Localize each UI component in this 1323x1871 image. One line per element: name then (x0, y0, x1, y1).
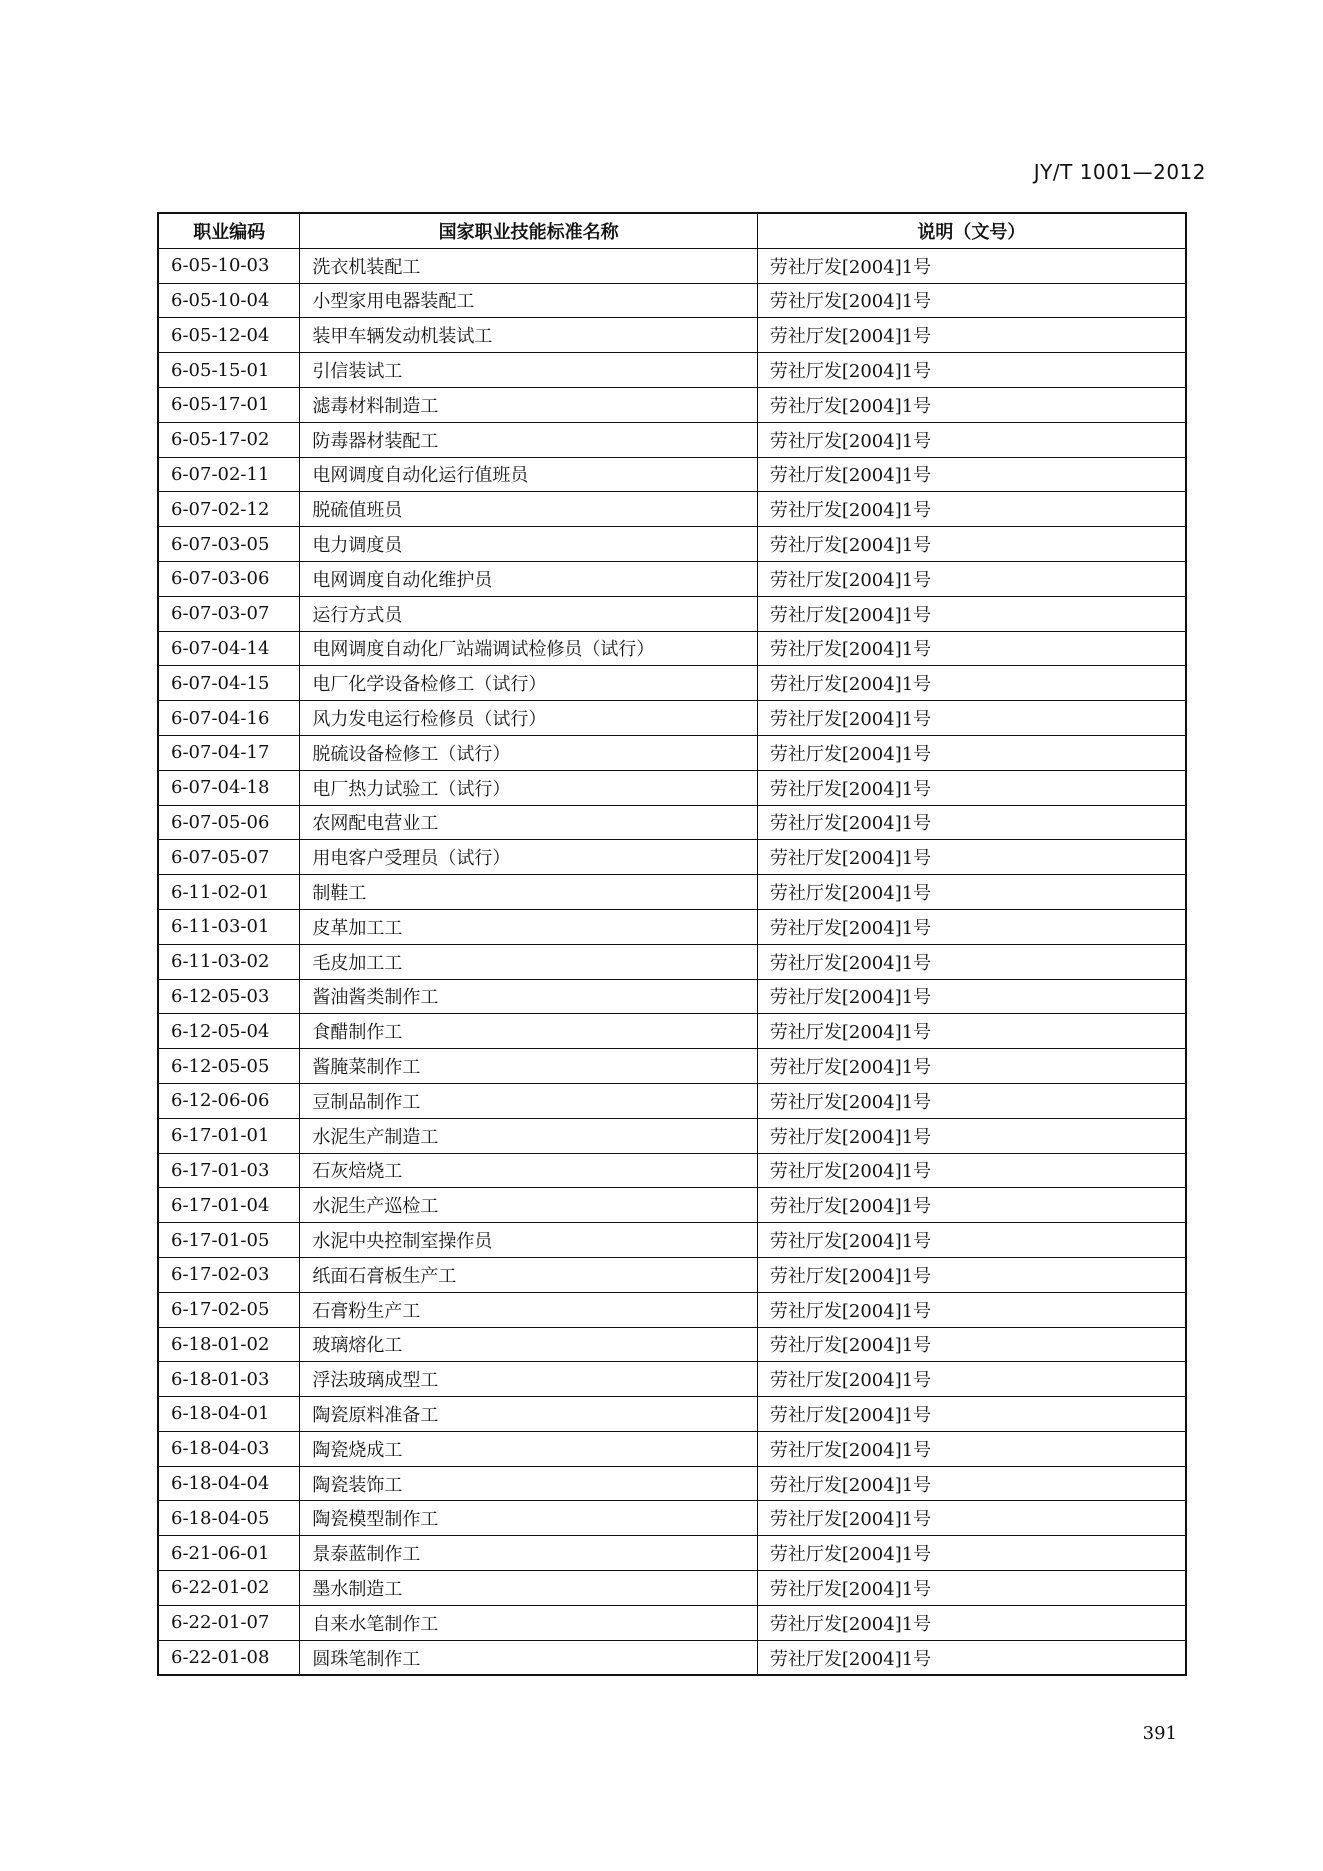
occupation-code-cell: 6-12-05-05 (158, 1049, 300, 1084)
table-row (158, 248, 1186, 283)
standard-name-cell: 浮法玻璃成型工 (300, 1362, 757, 1397)
standard-name-cell: 电网调度自动化运行值班员 (300, 457, 757, 492)
standard-name-cell: 脱硫值班员 (300, 492, 757, 527)
standard-name-cell: 石灰焙烧工 (300, 1153, 757, 1188)
table-row (158, 283, 1186, 318)
occupation-code-cell: 6-18-04-04 (158, 1466, 300, 1501)
occupation-code-cell: 6-11-03-01 (158, 909, 300, 944)
table-row (158, 561, 1186, 596)
table-row (158, 457, 1186, 492)
standard-name-cell: 防毒器材装配工 (300, 422, 757, 457)
standard-name-cell: 陶瓷原料准备工 (300, 1397, 757, 1432)
standard-name-cell: 装甲车辆发动机装试工 (300, 318, 757, 353)
occupation-code-cell: 6-21-06-01 (158, 1536, 300, 1571)
table-row (158, 875, 1186, 910)
occupation-code-cell: 6-07-04-16 (158, 701, 300, 736)
table-row (158, 1362, 1186, 1397)
table-row (158, 492, 1186, 527)
table-row (158, 318, 1186, 353)
table-row (158, 353, 1186, 388)
table-row (158, 1014, 1186, 1049)
standard-name-cell: 酱腌菜制作工 (300, 1049, 757, 1084)
standard-name-cell: 电厂化学设备检修工（试行） (300, 666, 757, 701)
occupation-code-cell: 6-07-04-15 (158, 666, 300, 701)
table-row (158, 387, 1186, 422)
table-row (158, 1327, 1186, 1362)
standard-name-cell: 洗衣机装配工 (300, 248, 757, 283)
document-number-cell: 劳社厅发[2004]1号 (757, 1536, 1186, 1571)
table-row (158, 979, 1186, 1014)
table-row (158, 1153, 1186, 1188)
table-row (158, 1292, 1186, 1327)
standard-name-cell: 圆珠笔制作工 (300, 1640, 757, 1675)
standard-name-cell: 电网调度自动化厂站端调试检修员（试行） (300, 631, 757, 666)
occupation-code-cell: 6-05-10-04 (158, 283, 300, 318)
document-number-cell: 劳社厅发[2004]1号 (757, 422, 1186, 457)
occupation-code-cell: 6-22-01-08 (158, 1640, 300, 1675)
standard-name-cell: 水泥中央控制室操作员 (300, 1223, 757, 1258)
occupation-code-cell: 6-17-02-03 (158, 1257, 300, 1292)
standard-name-cell: 陶瓷装饰工 (300, 1466, 757, 1501)
table-row (158, 527, 1186, 562)
occupation-code-cell: 6-22-01-07 (158, 1605, 300, 1640)
standard-name-cell: 景泰蓝制作工 (300, 1536, 757, 1571)
table-header-row (158, 213, 1186, 248)
document-number-cell: 劳社厅发[2004]1号 (757, 701, 1186, 736)
standard-name-cell: 小型家用电器装配工 (300, 283, 757, 318)
occupation-code-cell: 6-05-12-04 (158, 318, 300, 353)
standard-name-cell: 陶瓷烧成工 (300, 1431, 757, 1466)
document-number-cell: 劳社厅发[2004]1号 (757, 979, 1186, 1014)
occupation-code-cell: 6-22-01-02 (158, 1571, 300, 1606)
occupation-code-cell: 6-07-03-07 (158, 596, 300, 631)
document-number-cell: 劳社厅发[2004]1号 (757, 1327, 1186, 1362)
document-number-cell: 劳社厅发[2004]1号 (757, 1466, 1186, 1501)
occupation-code-cell: 6-05-17-02 (158, 422, 300, 457)
standard-name-cell: 水泥生产制造工 (300, 1118, 757, 1153)
occupation-code-cell: 6-18-04-01 (158, 1397, 300, 1432)
occupation-code-cell: 6-07-04-18 (158, 770, 300, 805)
standard-name-cell: 酱油酱类制作工 (300, 979, 757, 1014)
occupation-code-cell: 6-07-03-05 (158, 527, 300, 562)
document-number-cell: 劳社厅发[2004]1号 (757, 353, 1186, 388)
table-row (158, 1397, 1186, 1432)
document-number-cell: 劳社厅发[2004]1号 (757, 1257, 1186, 1292)
document-number-cell: 劳社厅发[2004]1号 (757, 596, 1186, 631)
document-number-cell: 劳社厅发[2004]1号 (757, 944, 1186, 979)
document-number-cell: 劳社厅发[2004]1号 (757, 248, 1186, 283)
standard-name-cell: 陶瓷模型制作工 (300, 1501, 757, 1536)
occupation-code-cell: 6-12-05-04 (158, 1014, 300, 1049)
occupation-code-cell: 6-07-02-12 (158, 492, 300, 527)
document-number-cell: 劳社厅发[2004]1号 (757, 666, 1186, 701)
table-row (158, 1640, 1186, 1675)
table-row (158, 1257, 1186, 1292)
document-number-cell: 劳社厅发[2004]1号 (757, 1640, 1186, 1675)
occupation-code-cell: 6-07-04-17 (158, 735, 300, 770)
standard-name-cell: 石膏粉生产工 (300, 1292, 757, 1327)
table-row (158, 805, 1186, 840)
document-number-cell: 劳社厅发[2004]1号 (757, 1571, 1186, 1606)
standard-name-cell: 农网配电营业工 (300, 805, 757, 840)
document-number-cell: 劳社厅发[2004]1号 (757, 1014, 1186, 1049)
standard-name-cell: 电网调度自动化维护员 (300, 561, 757, 596)
occupation-code-cell: 6-07-05-06 (158, 805, 300, 840)
document-number-cell: 劳社厅发[2004]1号 (757, 1501, 1186, 1536)
document-number-cell: 劳社厅发[2004]1号 (757, 909, 1186, 944)
table-row (158, 1118, 1186, 1153)
table-row (158, 735, 1186, 770)
document-number-cell: 劳社厅发[2004]1号 (757, 1049, 1186, 1084)
document-number-cell: 劳社厅发[2004]1号 (757, 1292, 1186, 1327)
occupation-code-cell: 6-18-04-05 (158, 1501, 300, 1536)
occupation-code-cell: 6-17-02-05 (158, 1292, 300, 1327)
standard-name-cell: 用电客户受理员（试行） (300, 840, 757, 875)
document-number-cell: 劳社厅发[2004]1号 (757, 1431, 1186, 1466)
table-row (158, 1536, 1186, 1571)
standard-name-cell: 自来水笔制作工 (300, 1605, 757, 1640)
table-row (158, 1188, 1186, 1223)
table-row (158, 944, 1186, 979)
occupation-code-cell: 6-17-01-01 (158, 1118, 300, 1153)
table-row (158, 1501, 1186, 1536)
occupation-code-cell: 6-05-10-03 (158, 248, 300, 283)
occupation-code-cell: 6-18-01-03 (158, 1362, 300, 1397)
document-number-cell: 劳社厅发[2004]1号 (757, 492, 1186, 527)
occupation-code-cell: 6-17-01-04 (158, 1188, 300, 1223)
document-number-cell: 劳社厅发[2004]1号 (757, 735, 1186, 770)
table-row (158, 422, 1186, 457)
document-number-cell: 劳社厅发[2004]1号 (757, 387, 1186, 422)
standard-name-cell: 皮革加工工 (300, 909, 757, 944)
document-number-cell: 劳社厅发[2004]1号 (757, 457, 1186, 492)
standard-name-cell: 脱硫设备检修工（试行） (300, 735, 757, 770)
table-row (158, 631, 1186, 666)
standard-name-cell: 制鞋工 (300, 875, 757, 910)
table-row (158, 1049, 1186, 1084)
table-row (158, 1083, 1186, 1118)
table-row (158, 1571, 1186, 1606)
document-number-cell: 劳社厅发[2004]1号 (757, 1605, 1186, 1640)
table-row (158, 770, 1186, 805)
document-number-cell: 劳社厅发[2004]1号 (757, 1118, 1186, 1153)
occupation-code-cell: 6-05-17-01 (158, 387, 300, 422)
column-header-standard-name: 国家职业技能标准名称 (300, 213, 757, 248)
document-number-cell: 劳社厅发[2004]1号 (757, 1223, 1186, 1258)
column-header-code: 职业编码 (158, 213, 300, 248)
table-row (158, 701, 1186, 736)
document-number-cell: 劳社厅发[2004]1号 (757, 840, 1186, 875)
occupation-code-cell: 6-11-02-01 (158, 875, 300, 910)
document-number-cell: 劳社厅发[2004]1号 (757, 1397, 1186, 1432)
document-number-cell: 劳社厅发[2004]1号 (757, 631, 1186, 666)
standard-name-cell: 运行方式员 (300, 596, 757, 631)
table-row (158, 909, 1186, 944)
standard-name-cell: 毛皮加工工 (300, 944, 757, 979)
table-row (158, 666, 1186, 701)
standard-name-cell: 风力发电运行检修员（试行） (300, 701, 757, 736)
standard-name-cell: 纸面石膏板生产工 (300, 1257, 757, 1292)
document-number-cell: 劳社厅发[2004]1号 (757, 561, 1186, 596)
document-number-cell: 劳社厅发[2004]1号 (757, 527, 1186, 562)
table-row (158, 1223, 1186, 1258)
occupation-code-cell: 6-17-01-03 (158, 1153, 300, 1188)
standard-name-cell: 墨水制造工 (300, 1571, 757, 1606)
standard-name-cell: 豆制品制作工 (300, 1083, 757, 1118)
standard-name-cell: 玻璃熔化工 (300, 1327, 757, 1362)
occupation-code-cell: 6-07-04-14 (158, 631, 300, 666)
document-number-cell: 劳社厅发[2004]1号 (757, 318, 1186, 353)
document-number-cell: 劳社厅发[2004]1号 (757, 805, 1186, 840)
occupation-code-cell: 6-05-15-01 (158, 353, 300, 388)
occupation-code-cell: 6-17-01-05 (158, 1223, 300, 1258)
standard-name-cell: 水泥生产巡检工 (300, 1188, 757, 1223)
document-number-cell: 劳社厅发[2004]1号 (757, 1083, 1186, 1118)
occupation-code-cell: 6-07-05-07 (158, 840, 300, 875)
document-number-cell: 劳社厅发[2004]1号 (757, 875, 1186, 910)
occupation-code-cell: 6-12-06-06 (158, 1083, 300, 1118)
document-number-cell: 劳社厅发[2004]1号 (757, 283, 1186, 318)
table-row (158, 1605, 1186, 1640)
document-number-cell: 劳社厅发[2004]1号 (757, 1188, 1186, 1223)
table-row (158, 1466, 1186, 1501)
table-row (158, 596, 1186, 631)
document-number-cell: 劳社厅发[2004]1号 (757, 1153, 1186, 1188)
occupation-standards-table (157, 212, 1187, 1676)
standard-name-cell: 电力调度员 (300, 527, 757, 562)
table-row (158, 840, 1186, 875)
occupation-code-cell: 6-07-02-11 (158, 457, 300, 492)
standard-name-cell: 滤毒材料制造工 (300, 387, 757, 422)
standard-name-cell: 食醋制作工 (300, 1014, 757, 1049)
occupation-code-cell: 6-07-03-06 (158, 561, 300, 596)
occupation-code-cell: 6-12-05-03 (158, 979, 300, 1014)
document-number-cell: 劳社厅发[2004]1号 (757, 770, 1186, 805)
column-header-note: 说明（文号） (757, 213, 1186, 248)
table-row (158, 1431, 1186, 1466)
document-number-cell: 劳社厅发[2004]1号 (757, 1362, 1186, 1397)
page-number: 391 (1142, 1723, 1177, 1744)
occupation-code-cell: 6-11-03-02 (158, 944, 300, 979)
document-code: JY/T 1001—2012 (1033, 160, 1206, 184)
occupation-code-cell: 6-18-04-03 (158, 1431, 300, 1466)
standard-name-cell: 引信装试工 (300, 353, 757, 388)
occupation-code-cell: 6-18-01-02 (158, 1327, 300, 1362)
standard-name-cell: 电厂热力试验工（试行） (300, 770, 757, 805)
